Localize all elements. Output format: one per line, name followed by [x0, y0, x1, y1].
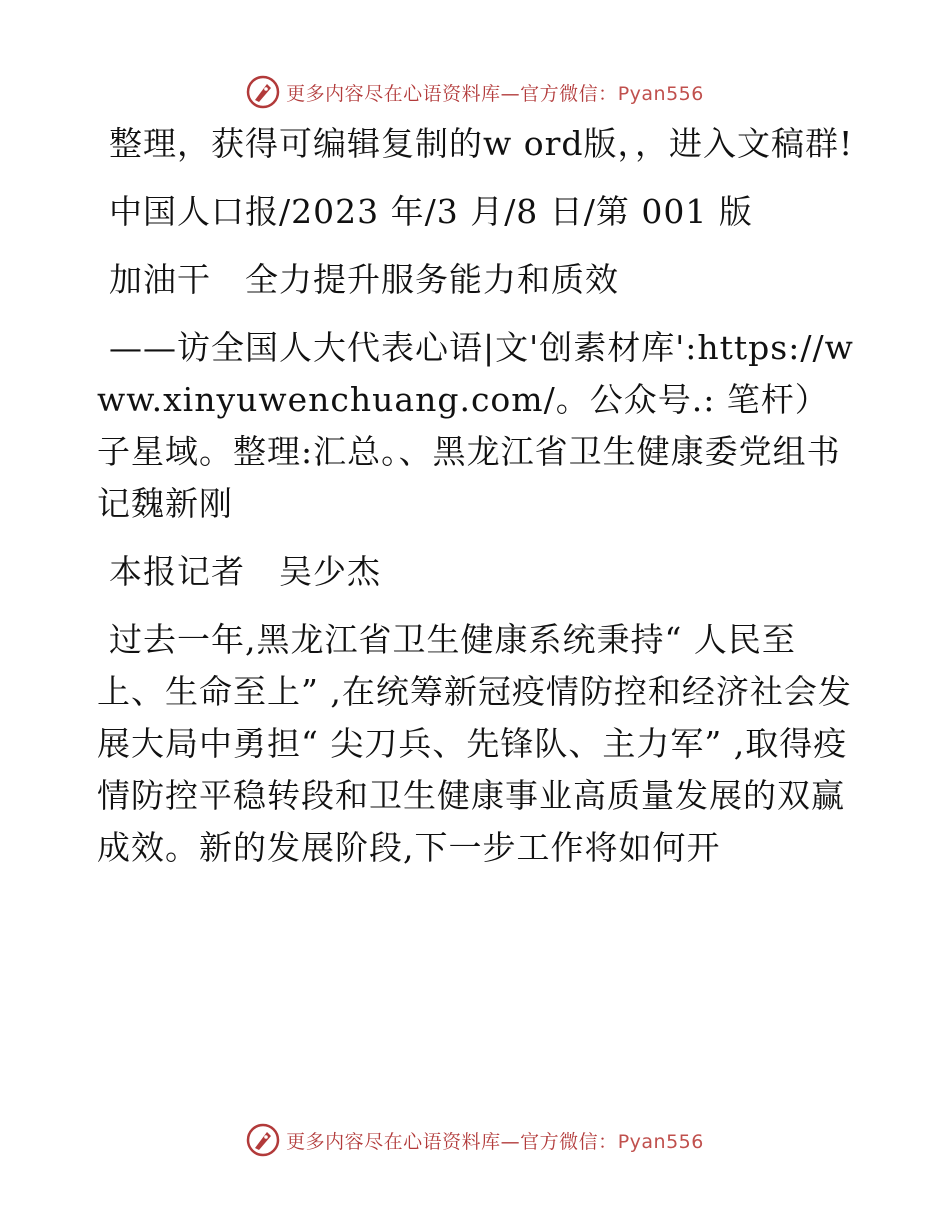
- reporter-byline: 本报记者 吴少杰: [109, 552, 381, 591]
- body-paragraph: 过去一年,黑龙江省卫生健康系统秉持“ 人民至上、生命至上” ,在统筹新冠疫情防控和经济社会发展大局中勇担“ 尖刀兵、先锋队、主力军” ,取得疫情防控平稳转段和卫生健康事业高质量发展的双赢成效。新的发展阶段,下一步工作将如何开: [97, 620, 852, 867]
- banner-text: [286, 79, 704, 106]
- banner-separator: —: [500, 82, 521, 105]
- pen-nib-logo-icon: [246, 75, 280, 109]
- banner-main-text: 更多内容尽在心语资料库: [286, 82, 501, 105]
- banner-suffix: 官方微信：: [520, 1130, 618, 1153]
- banner-separator: —: [500, 1130, 521, 1153]
- footer-watermark-banner: [0, 1118, 950, 1162]
- banner-wechat-id: Pyan556: [617, 82, 704, 105]
- banner-text: [286, 1127, 704, 1154]
- intro-paragraph: 整理，获得可编辑复制的w ord版，，进入文稿群!: [109, 124, 854, 163]
- article-subtitle: ——访全国人大代表心语|文'创素材库':https://www.xinyuwenchuang.com/。公众号.: 笔杆）子星域。整理:汇总。、黑龙江省卫生健康委党组书记魏新刚: [97, 328, 854, 523]
- banner-main-text: 更多内容尽在心语资料库: [286, 1130, 501, 1153]
- banner-suffix: 官方微信：: [520, 82, 618, 105]
- pen-nib-logo-icon: [246, 1123, 280, 1157]
- publication-line: 中国人口报/2023 年/3 月/8 日/第 001 版: [109, 192, 753, 231]
- article-title: 加油干 全力提升服务能力和质效: [109, 260, 619, 299]
- header-watermark-banner: [0, 70, 950, 114]
- banner-wechat-id: Pyan556: [617, 1130, 704, 1153]
- document-body: [97, 118, 857, 890]
